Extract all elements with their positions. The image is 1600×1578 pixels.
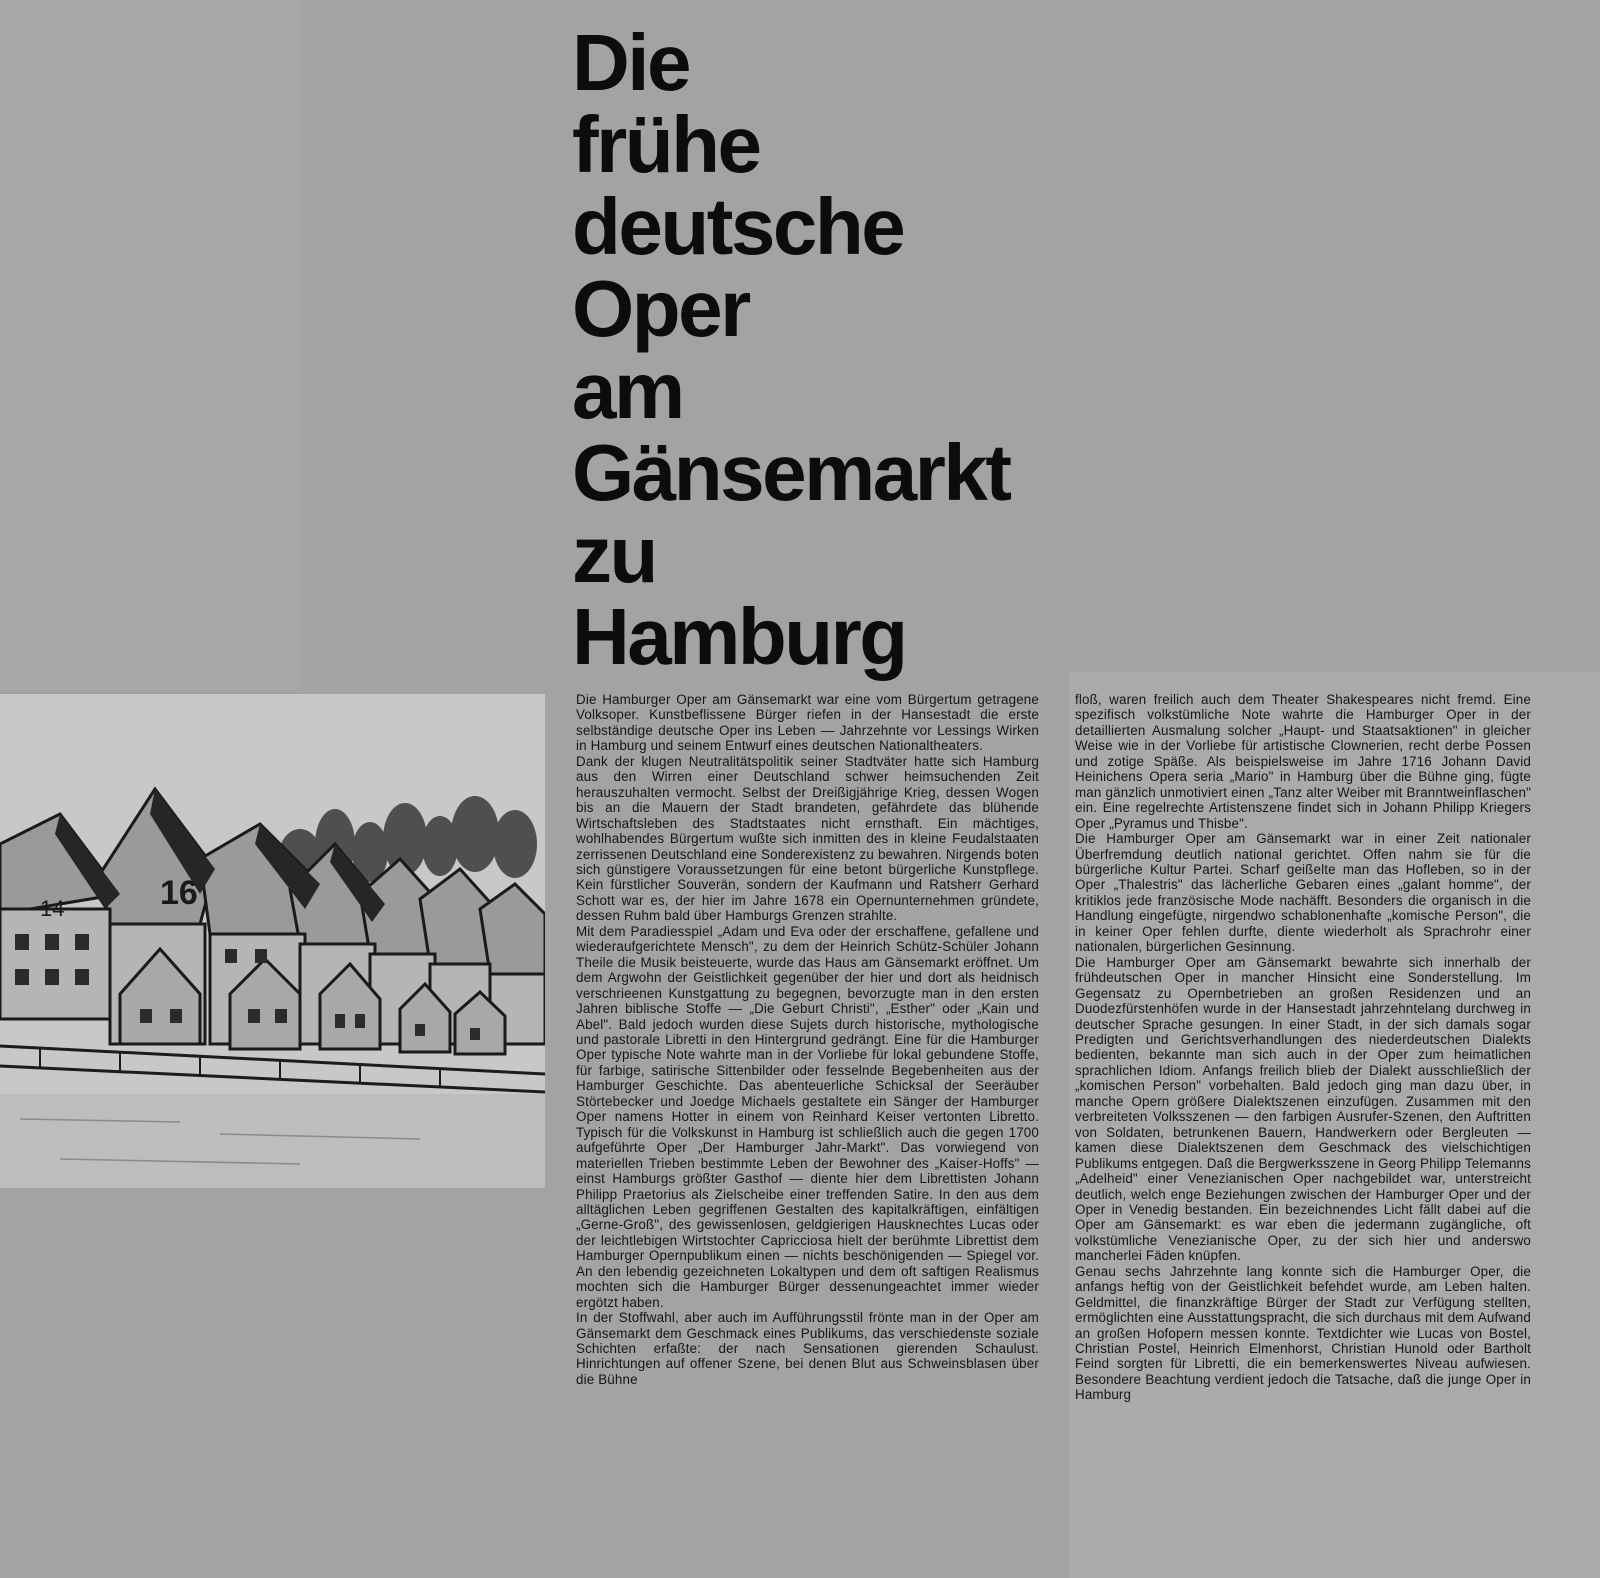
paragraph: Genau sechs Jahrzehnte lang konnte sich die Hamburger Oper, die anfangs heftig von der Geistlichkeit befehdet wurde, am Leben halten. Geldmittel, die finanzkräftige Bürger der Stadt zur Verfügung stellten, ermöglichten eine Ausstattungspracht, die sich durchaus mit dem Aufwand an großen Hofopern messen konnte. Textdichter wie Lucas von Bostel, Christian Postel, Heinrich Elmenhorst, Christian Hunold oder Bartholt Feind sorgten für Libretti, die ein bemerkenswertes Niveau aufwiesen. Besondere Beachtung verdient jedoch die Tatsache, daß die junge Oper in Hamburg [1075, 1263, 1531, 1403]
house-number-label: 16 [160, 874, 198, 912]
page-title [572, 18, 1112, 681]
title-line: Hamburg [572, 592, 906, 681]
title-line: zu [572, 510, 656, 599]
title-line: Gänsemarkt [572, 428, 1010, 517]
paragraph: In der Stoffwahl, aber auch im Aufführungsstil frönte man in der Oper am Gänsemarkt dem Geschmack eines Publikums, das verschiedenste soziale Schichten erfaßte: der nach Sensationen gierenden Schaulust. Hinrichtungen auf offener Szene, bei denen Blut aus Schweinsblasen über die Bühne [576, 1310, 1039, 1387]
paragraph: Dank der klugen Neutralitätspolitik seiner Stadtväter hatte sich Hamburg aus den Wirren einer Deutschland schwer heimsuchenden Zeit herauszuhalten vermocht. Selbst der Dreißigjährige Krieg, dessen Wogen bis an die Mauern der Stadt brandeten, gefährdete das blühende Wirtschaftsleben des Stadtstaates nicht ernsthaft. Ein mächtiges, wohlhabendes Bürgertum wußte sich inmitten des in kleine Feudalstaaten zerrissenen Deutschland eine Sonderexistenz zu bewahren. Nirgends boten sich günstigere Voraussetzungen für eine betont bürgerliche Kunstpflege. Kein fürstlicher Souverän, sondern der Kaufmann und Ratsherr Gerhard Schott war es, der hier im Jahre 1678 ein Opernunternehmen gründete, dessen Ruhm bald über Hamburgs Grenzen strahlte. [576, 753, 1039, 924]
title-line: frühe [572, 100, 760, 189]
paragraph: floß, waren freilich auch dem Theater Shakespeares nicht fremd. Eine spezifisch volkstümliche Note wahrte die Hamburger Oper in der detaillierten Ausmalung solcher „Haupt- und Staatsaktionen" in gleicher Weise wie in der Vorliebe für artistische Clownerien, recht derbe Possen und zotige Späße. Als beispielsweise im Jahre 1716 Johann David Heinichens Opera seria „Mario" in Hamburg über die Bühne ging, fügte man gänzlich unmotiviert einen „Tanz alter Weiber mit Branntweinflaschen" ein. Eine regelrechte Artistenszene findet sich in Johann Philipp Kriegers Oper „Pyramus und Thisbe". [1075, 692, 1531, 831]
paragraph: Die Hamburger Oper am Gänsemarkt bewahrte sich innerhalb der frühdeutschen Oper in mancher Hinsicht eine Sonderstellung. Im Gegensatz zu Opernbetrieben an großen Residenzen und an Duodezfürstenhöfen wurde in der Hansestadt jahrzehntelang durchweg in deutscher Sprache gesungen. In einer Stadt, in der sich damals sogar Predigten und Gerichtsverhandlungen des niederdeutschen Dialekts bedienten, bekannte man sich auch in der Oper zum heimatlichen sprachlichen Idiom. Anfangs freilich blieb der Dialekt ausschließlich der „komischen Person" vorbehalten. Bald jedoch ging man dazu über, in manche Opern größere Dialektszenen einzufügen. Zusammen mit den verbreiteten Volksszenen — den farbigen Ausrufer-Szenen, den Auftritten von Soldaten, betrunkenen Bauern, Handwerkern oder Bergleuten — kamen diese Dialektszenen dem Geschmack des vielschichtigen Publikums entgegen. Daß die Bergwerksszene in Georg Philipp Telemanns „Adelheid" einer Venezianischen Oper nachgebildet war, unterstreicht deutlich, welch enge Beziehungen zwischen der Hamburger Oper und der Oper in Venedig bestanden. Ein bezeichnendes Licht fällt dabei auf die Oper am Gänsemarkt: es war eben die jedermann zugängliche, oft volkstümliche Venezianische Oper, zu der sich hier und anderswo mancherlei Fäden knüpfen. [1075, 954, 1531, 1264]
paragraph: Die Hamburger Oper am Gänsemarkt war eine vom Bürgertum getragene Volksoper. Kunstbeflissene Bürger riefen in der Hansestadt die erste selbständige deutsche Oper ins Leben — Jahrzehnte vor Lessings Wirken in Hamburg und seinem Entwurf eines deutschen Nationaltheaters. [576, 692, 1039, 754]
title-line: Oper [572, 264, 749, 353]
hamburg-houses-illustration [0, 694, 545, 1188]
paragraph: Die Hamburger Oper am Gänsemarkt war in einer Zeit nationaler Überfremdung deutlich national gerichtet. Offen nahm sie für die bürgerliche Kultur Partei. Scharf geißelte man das Hofleben, so in der Oper „Thalestris" das lächerliche Gebaren eines „galant homme", der kritiklos jede französische Mode nachäfft. Besonders die organisch in die Handlung eingefügte, nirgendwo schablonenhafte „komische Person", die in keiner Oper fehlen durfte, diente wiederholt als Sprachrohr einer nationalen, bürgerlichen Gesinnung. [1075, 831, 1531, 955]
article-column-2 [1075, 692, 1531, 1403]
paragraph: Mit dem Paradiesspiel „Adam und Eva oder der erschaffene, gefallene und wiederaufgerichtete Mensch", zu dem der Heinrich Schütz-Schüler Johann Theile die Musik beisteuerte, wurde das Haus am Gänsemarkt eröffnet. Um dem Argwohn der Geistlichkeit gegenüber der hier und dort als heidnisch verschrieenen Kunstgattung zu begegnen, bevorzugte man in den ersten Jahren biblische Stoffe — „Die Geburt Christi", „Esther" oder „Kain und Abel". Bald jedoch wurden diese Sujets durch historische, mythologische und pastorale Libretti in den Hintergrund gedrängt. Eine für die Hamburger Oper typische Note wahrte man in der Vorliebe für lokal gebundene Stoffe, für farbige, satirische Sittenbilder oder fesselnde Begebenheiten aus der Hamburger Geschichte. Das abenteuerliche Schicksal der Seeräuber Störtebecker und Joedge Michaels gestaltete ein Sänger der Hamburger Oper namens Hotter in einem von Reinhard Keiser vertonten Libretto. Typisch für die Volkskunst in Hamburg ist schließlich auch die gegen 1700 aufgeführte Oper „Der Hamburger Jahr-Markt". Das vorwiegend von materiellen Trieben bestimmte Leben der Bewohner des „Kaiser-Hoffs" — einst Hamburgs größter Gasthof — diente hier dem Librettisten Johann Philipp Praetorius als Zielscheibe einer treffenden Satire. In den aus dem alltäglichen Leben gegriffenen Gestalten des kapitalkräftigen, einfältigen „Gerne-Groß", des gewissenlosen, geldgierigen Hausknechtes Lucas oder der leichtlebigen Wirtstochter Capricciosa hielt der berühmte Librettist dem Hamburger Opernpublikum einen — nichts beschönigenden — Spiegel vor. An den lebendig gezeichneten Lokaltypen und dem oft saftigen Realismus mochten sich die Hamburger Bürger dessenungeachtet immer wieder ergötzt haben. [576, 923, 1039, 1310]
article-column-1 [576, 692, 1039, 1387]
title-line: Die [572, 18, 689, 107]
title-line: am [572, 346, 683, 435]
houses-drawing [0, 694, 545, 1188]
title-line: deutsche [572, 182, 904, 271]
house-number-label: 14 [40, 896, 65, 921]
left-paper-panel [0, 0, 300, 690]
